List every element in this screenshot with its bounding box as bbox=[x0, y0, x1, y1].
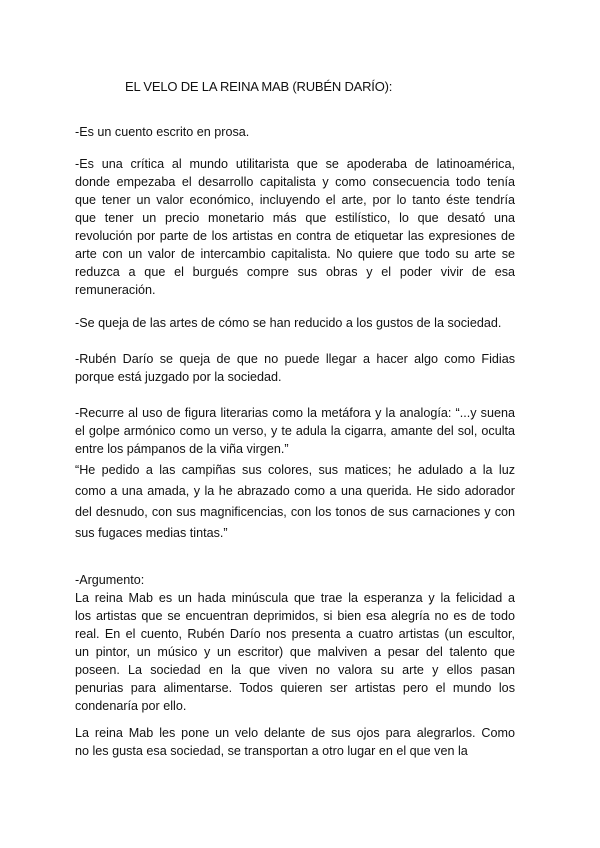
text-line: condenaría por ello. bbox=[75, 699, 187, 713]
text-line: los artistas que se encuentran deprimidos, si bien esa alegría no es de todo bbox=[75, 609, 515, 623]
text-line: penurias para alimentarse. Todos quieren ser artistas pero el mundo los bbox=[75, 681, 515, 695]
text-line: poseen. La sociedad en la que viven no valora su arte y ellos pasan bbox=[75, 663, 515, 677]
text-line: -Argumento: bbox=[75, 573, 145, 587]
text-line: entre los pámpanos de la viña virgen.” bbox=[75, 442, 289, 456]
text-line: no les gusta esa sociedad, se transportan a otro lugar en el que ven la bbox=[75, 744, 468, 758]
paragraph-cita bbox=[75, 460, 515, 544]
text-line: sus fugaces medias tintas.” bbox=[75, 526, 228, 540]
text-line: reduzca a que el burgués compre sus obras y el poder vivir de esa bbox=[75, 265, 515, 279]
text-line: remuneración. bbox=[75, 283, 156, 297]
text-line: un pintor, un músico y un escritor) que malviven a pesar del talento que bbox=[75, 645, 515, 659]
text-line: -Se queja de las artes de cómo se han reducido a los gustos de la sociedad. bbox=[75, 316, 502, 330]
paragraph-figuras-literarias bbox=[75, 404, 515, 458]
text-line: porque está juzgado por la sociedad. bbox=[75, 370, 282, 384]
text-line: del desnudo, con sus magnificencias, con los tonos de sus carnaciones y con bbox=[75, 505, 515, 519]
paragraph-cuento-prosa bbox=[75, 123, 515, 141]
text-line: -Es un cuento escrito en prosa. bbox=[75, 125, 250, 139]
text-line: La reina Mab es un hada minúscula que trae la esperanza y la felicidad a bbox=[75, 591, 515, 605]
paragraph-critica-utilitarista bbox=[75, 155, 515, 299]
text-line: -Es una crítica al mundo utilitarista que se apoderaba de latinoamérica, bbox=[75, 157, 515, 171]
document-title: EL VELO DE LA REINA MAB (RUBÉN DARÍO): bbox=[125, 79, 393, 94]
paragraph-queja-artes bbox=[75, 314, 515, 332]
text-line: -Recurre al uso de figura literarias como la metáfora y la analogía: “...y suena bbox=[75, 406, 515, 420]
paragraph-velo bbox=[75, 724, 515, 760]
text-line: La reina Mab les pone un velo delante de sus ojos para alegrarlos. Como bbox=[75, 726, 515, 740]
text-line: que tener un precio monetario más que estilístico, lo que desató una bbox=[75, 211, 515, 225]
text-line: arte con un valor de intercambio capitalista. No quiere que todo su arte se bbox=[75, 247, 515, 261]
text-line: revolución por parte de los artistas en contra de etiquetar las expresiones de bbox=[75, 229, 515, 243]
text-line: como a una amada, y la he abrazado como a una querida. He sido adorador bbox=[75, 484, 515, 498]
paragraph-argumento bbox=[75, 571, 515, 715]
text-line: el golpe armónico como un verso, y te adula la cigarra, amante del sol, oculta bbox=[75, 424, 515, 438]
paragraph-fidias bbox=[75, 350, 515, 386]
text-line: real. En el cuento, Rubén Darío nos presenta a cuatro artistas (un escultor, bbox=[75, 627, 515, 641]
text-line: que tener un valor económico, incluyendo el arte, por lo tanto éste tendría bbox=[75, 193, 515, 207]
text-line: donde empezaba el desarrollo capitalista y como consecuencia todo tenía bbox=[75, 175, 515, 189]
text-line: “He pedido a las campiñas sus colores, sus matices; he adulado a la luz bbox=[75, 463, 515, 477]
text-line: -Rubén Darío se queja de que no puede llegar a hacer algo como Fidias bbox=[75, 352, 515, 366]
